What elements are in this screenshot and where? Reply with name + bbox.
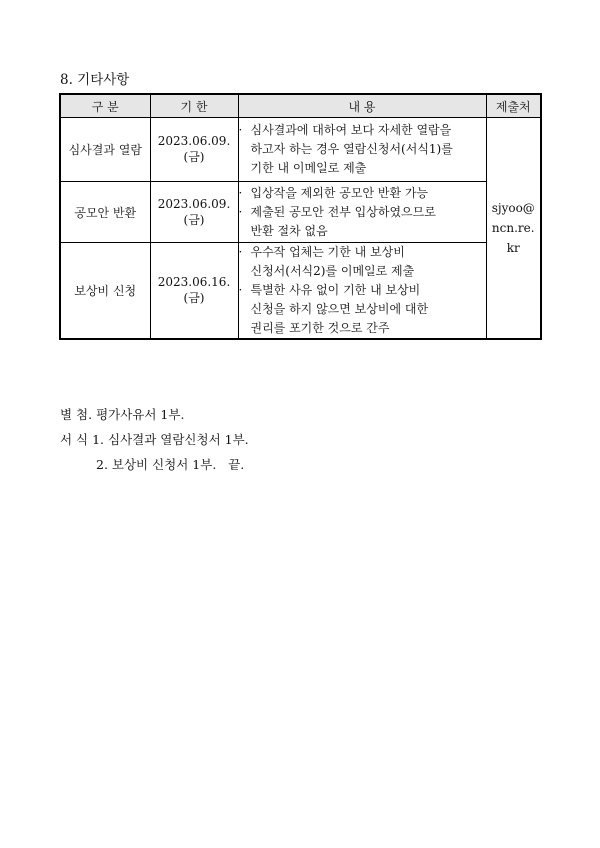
- row-content: [238, 243, 486, 340]
- bullet-item: [239, 203, 486, 241]
- bullet-item: [239, 281, 486, 338]
- bullet-item: [239, 184, 486, 203]
- row-category: 보상비 신청: [60, 243, 150, 340]
- bullet-item: [239, 121, 486, 178]
- form-line-2: 2. 보상비 신청서 1부. 끝.: [96, 457, 245, 472]
- row-category: 심사결과 열람: [60, 118, 150, 182]
- row-deadline: 2023.06.16.(금): [150, 243, 238, 340]
- header-category: 구 분: [60, 94, 150, 118]
- bullet-line: 하고자 하는 경우 열람신청서(서식1)를: [250, 142, 453, 156]
- bullet-line: 권리를 포기한 것으로 간주: [250, 321, 390, 335]
- attachment-line: 별 첨. 평가사유서 1부.: [60, 407, 185, 422]
- bullet-line: 제출된 공모안 전부 입상하였으므로: [250, 204, 436, 219]
- bullet-line: 신청서(서식2)를 이메일로 제출: [250, 264, 415, 278]
- form-line-1: 서 식 1. 심사결과 열람신청서 1부.: [60, 432, 249, 447]
- bullet-line: 특별한 사유 없이 기한 내 보상비: [250, 283, 421, 297]
- submit-to-cell: [486, 118, 541, 340]
- row-deadline: 2023.06.09.(금): [150, 182, 238, 243]
- table-row: [60, 243, 541, 340]
- row-deadline: 2023.06.09.(금): [150, 118, 238, 182]
- bullet-line: 우수작 업체는 기한 내 보상비: [250, 245, 405, 259]
- table-header-row: [60, 94, 541, 118]
- table-row: [60, 118, 541, 182]
- bullet-dot: ·: [238, 283, 243, 297]
- header-content: 내 용: [238, 94, 486, 118]
- section-title: 8. 기타사항: [60, 72, 130, 88]
- info-table: [59, 93, 542, 340]
- row-content: [238, 182, 486, 243]
- row-category: 공모안 반환: [60, 182, 150, 243]
- table-row: [60, 182, 541, 243]
- bullet-item: [239, 243, 486, 281]
- header-submit-to: 제출처: [486, 94, 541, 118]
- bullet-line: 심사결과에 대하여 보다 자세한 열람을: [250, 123, 452, 137]
- bullet-line: 신청을 하지 않으면 보상비에 대한: [250, 302, 429, 316]
- bullet-line: 반환 절차 없음: [250, 223, 328, 238]
- row-content: [238, 118, 486, 182]
- submit-to-line: kr: [506, 241, 520, 255]
- submit-to-line: sjyoo@: [491, 201, 535, 215]
- bullet-dot: ·: [238, 185, 243, 200]
- bullet-dot: ·: [238, 204, 243, 219]
- bullet-dot: ·: [238, 123, 243, 137]
- submit-to-line: ncn.re.: [491, 221, 535, 235]
- bullet-line: 입상작을 제외한 공모안 반환 가능: [250, 185, 429, 200]
- bullet-dot: ·: [238, 245, 243, 259]
- header-deadline: 기 한: [150, 94, 238, 118]
- bullet-line: 기한 내 이메일로 제출: [250, 161, 367, 175]
